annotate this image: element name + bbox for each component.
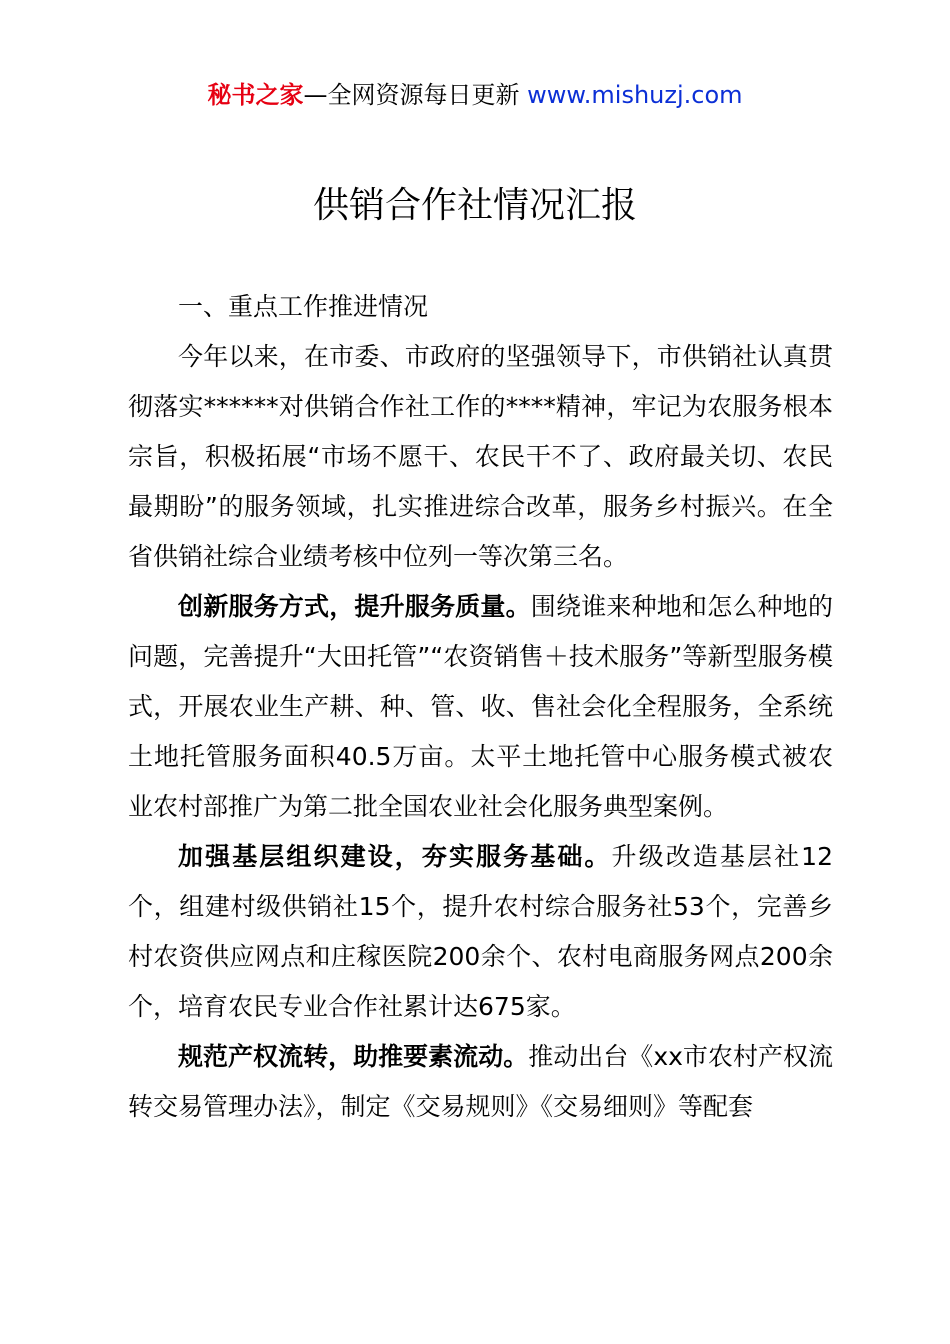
- paragraph-text: 今年以来，在市委、市政府的坚强领导下，市供销社认真贯彻落实******对供销合作社工作的****精神，牢记为农服务根本宗旨，积极拓展“市场不愿干、农民干不了、政府最关切、农民最期盼”的服务领域，扎实推进综合改革，服务乡村振兴。在全省供销社综合业绩考核中位列一等次第三名。: [128, 342, 833, 571]
- paragraph-text: 推动出台《xx市农村产权流转交易管理办法》，制定《交易规则》《交易细则》等配套: [128, 1042, 833, 1121]
- paragraph-lead: 加强基层组织建设，夯实服务基础。: [178, 842, 612, 871]
- site-header: [0, 78, 950, 112]
- paragraph-grassroots: [128, 832, 833, 1032]
- paragraph-property-rights: [128, 1032, 833, 1132]
- paragraph-service-innovation: [128, 582, 833, 832]
- paragraph-text: 升级改造基层社12个，组建村级供销社15个，提升农村综合服务社53个，完善乡村农资供应网点和庄稼医院200余个、农村电商服务网点200余个，培育农民专业合作社累计达675家。: [128, 842, 833, 1021]
- site-brand: 秘书之家: [207, 81, 304, 109]
- document-body: [128, 282, 833, 1132]
- section-heading: 一、重点工作推进情况: [178, 292, 429, 321]
- site-url-link[interactable]: www.mishuzj.com: [527, 81, 743, 109]
- paragraph-intro: [128, 332, 833, 582]
- site-tagline: —全网资源每日更新: [303, 81, 520, 109]
- document-title: 供销合作社情况汇报: [312, 185, 637, 226]
- paragraph-lead: 规范产权流转，助推要素流动。: [178, 1042, 529, 1071]
- paragraph-lead: 创新服务方式，提升服务质量。: [178, 592, 531, 621]
- paragraph-text: 围绕谁来种地和怎么种地的问题，完善提升“大田托管”“农资销售＋技术服务”等新型服务模式，开展农业生产耕、种、管、收、售社会化全程服务，全系统土地托管服务面积40.5万亩。太平土地托管中心服务模式被农业农村部推广为第二批全国农业社会化服务典型案例。: [128, 592, 833, 821]
